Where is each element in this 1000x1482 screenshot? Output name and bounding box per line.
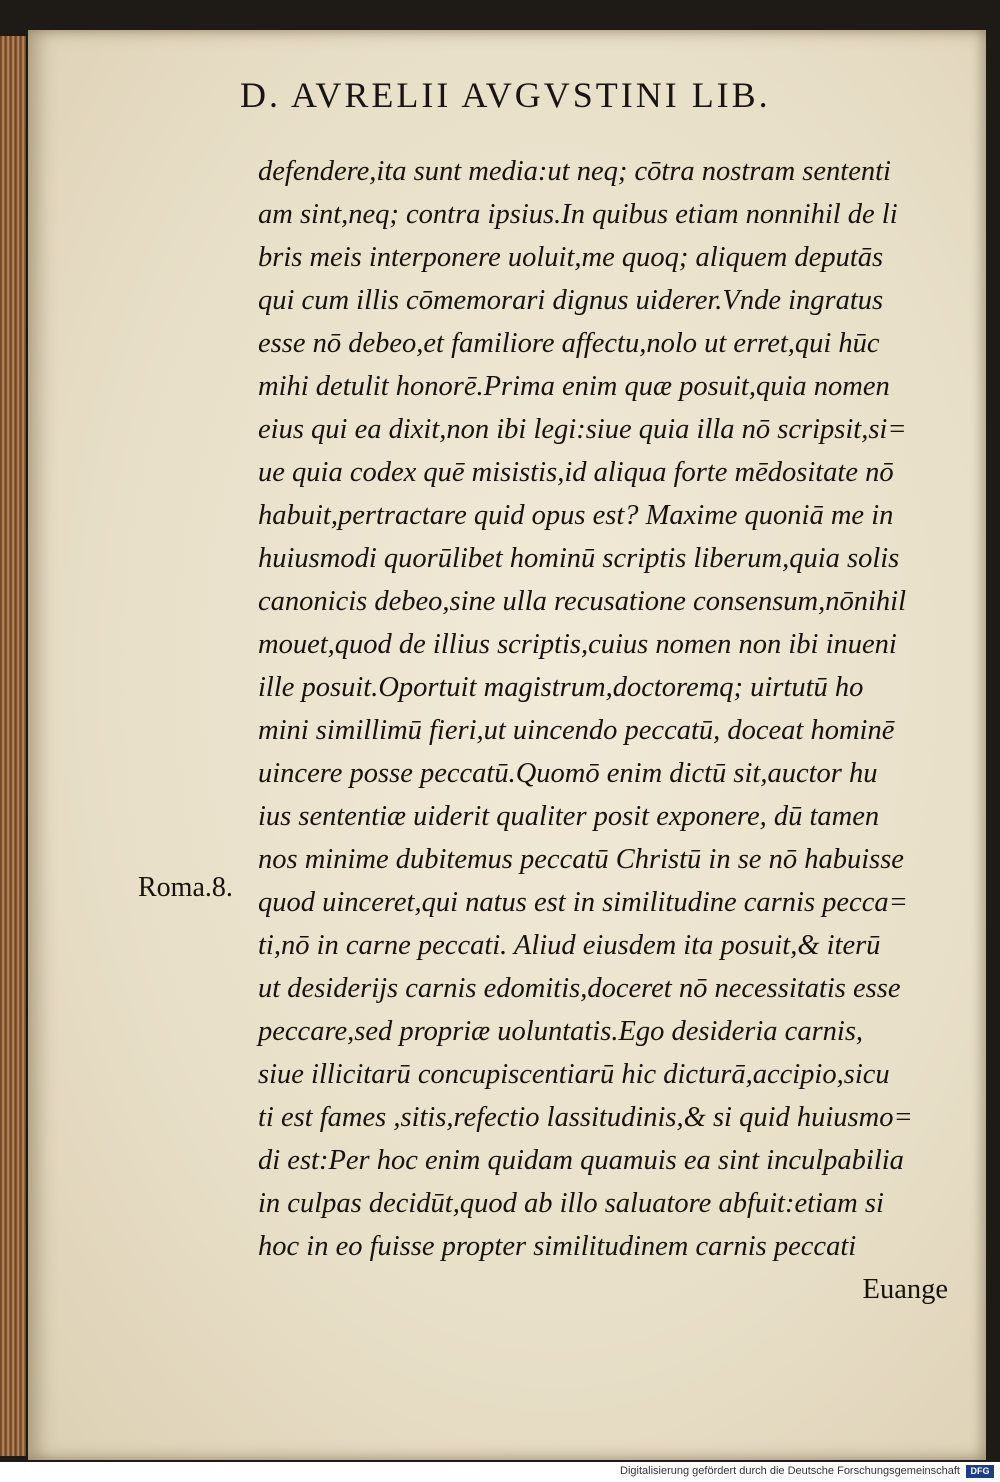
text-line: ti est fames ,sitis,refectio lassitudinis,& si quid huiusmo= (258, 1102, 913, 1133)
text-line: siue illicitarū concupiscentiarū hic dicturā,accipio,sicu (258, 1059, 890, 1090)
text-line: mihi detulit honorē.Prima enim quæ posuit,quia nomen (258, 371, 890, 402)
running-head: D. AVRELII AVGVSTINI LIB. (240, 75, 771, 115)
text-line: defendere,ita sunt media:ut neq; cōtra nostram sententi (258, 156, 891, 187)
catchword: Euange (862, 1274, 948, 1305)
text-line: peccare,sed propriæ uoluntatis.Ego desideria carnis, (258, 1016, 864, 1047)
dfg-logo: DFG (966, 1465, 994, 1478)
text-line: mouet,quod de illius scriptis,cuius nomen non ibi inueni (258, 629, 897, 660)
text-line: esse nō debeo,et familiore affectu,nolo ut erret,qui hūc (258, 328, 880, 359)
text-line: di est:Per hoc enim quidam quamuis ea sint inculpabilia (258, 1145, 904, 1176)
text-line: canonicis debeo,sine ulla recusatione consensum,nōnihil (258, 586, 906, 617)
text-line: ut desiderijs carnis edomitis,doceret nō necessitatis esse (258, 973, 901, 1004)
text-line: am sint,neq; contra ipsius.In quibus etiam nonnihil de li (258, 199, 898, 230)
text-line: bris meis interponere uoluit,me quoq; aliquem deputās (258, 242, 884, 273)
text-line: hoc in eo fuisse propter similitudinem carnis peccati (258, 1231, 857, 1262)
funding-credit: Digitalisierung gefördert durch die Deutsche Forschungsgemeinschaft (620, 1465, 960, 1477)
text-line: eius qui ea dixit,non ibi legi:siue quia illa nō scripsit,si= (258, 414, 907, 445)
text-line: nos minime dubitemus peccatū Christū in se nō habuisse (258, 844, 904, 875)
body-text (258, 150, 978, 1311)
text-line: uincere posse peccatū.Quomō enim dictū sit,auctor hu (258, 758, 878, 789)
book-page-edges (0, 36, 26, 1456)
text-line: ille posuit.Oportuit magistrum,doctoremq; uirtutū ho (258, 672, 864, 703)
text-line: ti,nō in carne peccati. Aliud eiusdem ita posuit,& iterū (258, 930, 881, 961)
footer-bar (0, 1462, 1000, 1482)
text-line: habuit,pertractare quid opus est? Maxime quoniā me in (258, 500, 894, 531)
text-line: in culpas decidūt,quod ab illo saluatore abfuit:etiam si (258, 1188, 884, 1219)
text-line: huiusmodi quorūlibet hominū scriptis liberum,quia solis (258, 543, 900, 574)
margin-note: Roma.8. (138, 872, 233, 903)
text-line: ius sententiæ uiderit qualiter posit exponere, dū tamen (258, 801, 880, 832)
text-line: mini simillimū fieri,ut uincendo peccatū, doceat hominē (258, 715, 895, 746)
text-line: qui cum illis cōmemorari dignus uiderer.Vnde ingratus (258, 285, 884, 316)
text-line: ue quia codex quē misistis,id aliqua forte mēdositate nō (258, 457, 894, 488)
text-line: quod uinceret,qui natus est in similitudine carnis pecca= (258, 887, 908, 918)
